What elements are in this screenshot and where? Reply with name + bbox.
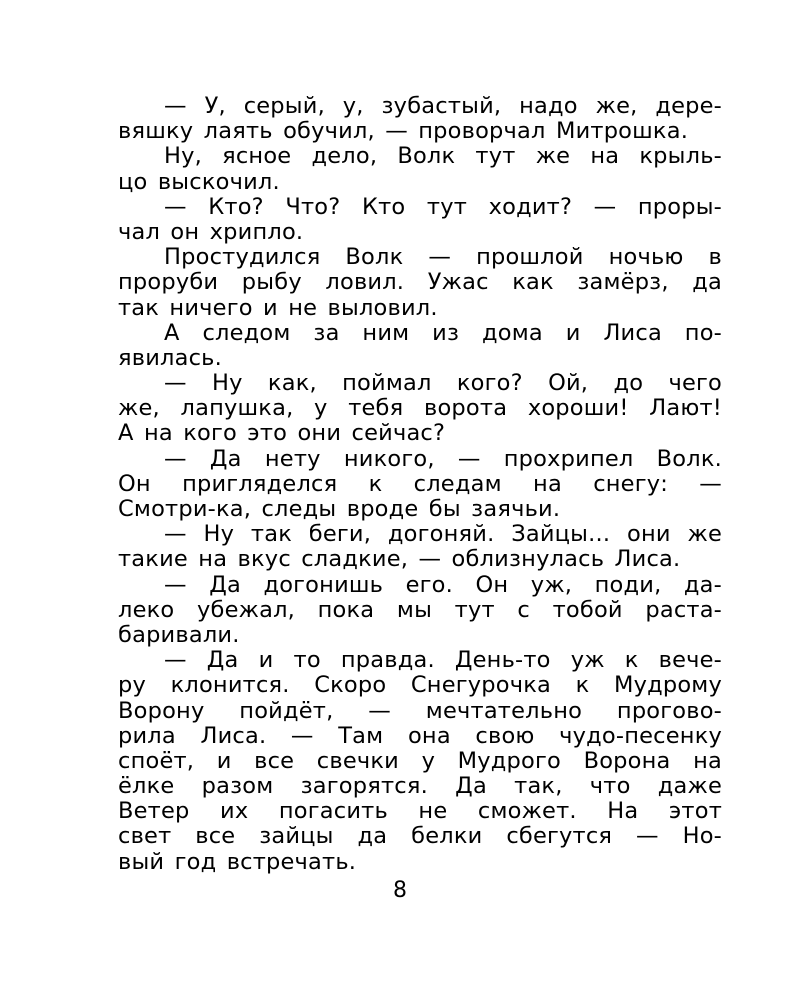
text-line: вый год встречать. xyxy=(118,848,357,875)
text-line: вяшку лаять обучил, — проворчал Митрошка. xyxy=(118,118,689,145)
paragraph xyxy=(118,195,722,245)
text-line: Ветер их погасить не сможет. На этот xyxy=(118,798,722,825)
text-line: цо выскочил. xyxy=(118,168,280,195)
story-text xyxy=(118,94,722,875)
text-line: баривали. xyxy=(118,621,240,648)
text-line: чал он хрипло. xyxy=(118,218,304,245)
text-line: споёт, и все свечки у Мудрого Ворона на xyxy=(118,747,722,774)
text-line: — Ну так беги, догоняй. Зайцы... они же xyxy=(164,521,722,548)
text-line: Простудился Волк — прошлой ночью в xyxy=(164,244,722,271)
page-number: 8 xyxy=(393,878,407,903)
text-line: ру клонится. Скоро Снегурочка к Мудрому xyxy=(118,672,722,699)
text-line: — Да догонишь его. Он уж, поди, да- xyxy=(164,571,722,598)
text-line: — Да нету никого, — прохрипел Волк. xyxy=(164,445,722,472)
paragraph xyxy=(118,144,722,194)
text-line: свет все зайцы да белки сбегутся — Но- xyxy=(118,823,722,850)
paragraph xyxy=(118,321,722,371)
paragraph xyxy=(118,447,722,523)
text-line: такие на вкус сладкие, — облизнулась Лиса. xyxy=(118,546,681,573)
text-line: — Да и то правда. День-то уж к вече- xyxy=(164,647,722,674)
text-line: А на кого это они сейчас? xyxy=(118,420,446,447)
paragraph xyxy=(118,522,722,572)
paragraph xyxy=(118,573,722,649)
text-line: леко убежал, пока мы тут с тобой раста- xyxy=(118,596,722,623)
paragraph xyxy=(118,371,722,447)
text-line: ёлке разом загорятся. Да так, что даже xyxy=(118,773,722,800)
text-line: А следом за ним из дома и Лиса по- xyxy=(164,319,722,346)
text-line: проруби рыбу ловил. Ужас как замёрз, да xyxy=(118,269,722,296)
text-line: — Кто? Что? Кто тут ходит? — проры- xyxy=(164,193,722,220)
paragraph xyxy=(118,648,722,875)
text-line: Смотри-ка, следы вроде бы заячьи. xyxy=(118,496,561,522)
paragraph xyxy=(118,245,722,321)
text-line: Он пригляделся к следам на снегу: — xyxy=(118,470,722,497)
text-line: — Ну как, поймал кого? Ой, до чего xyxy=(164,370,722,397)
text-line: же, лапушка, у тебя ворота хороши! Лают! xyxy=(118,395,722,422)
text-line: рила Лиса. — Там она свою чудо-песенку xyxy=(118,722,722,749)
text-line: так ничего и не выловил. xyxy=(118,294,438,321)
text-line: Ну, ясное дело, Волк тут же на крыль- xyxy=(164,143,722,170)
text-line: — У, серый, у, зубастый, надо же, дере- xyxy=(164,93,722,119)
text-line: явилась. xyxy=(118,344,222,371)
paragraph xyxy=(118,94,722,144)
text-line: Ворону пойдёт, — мечтательно прогово- xyxy=(118,697,722,724)
